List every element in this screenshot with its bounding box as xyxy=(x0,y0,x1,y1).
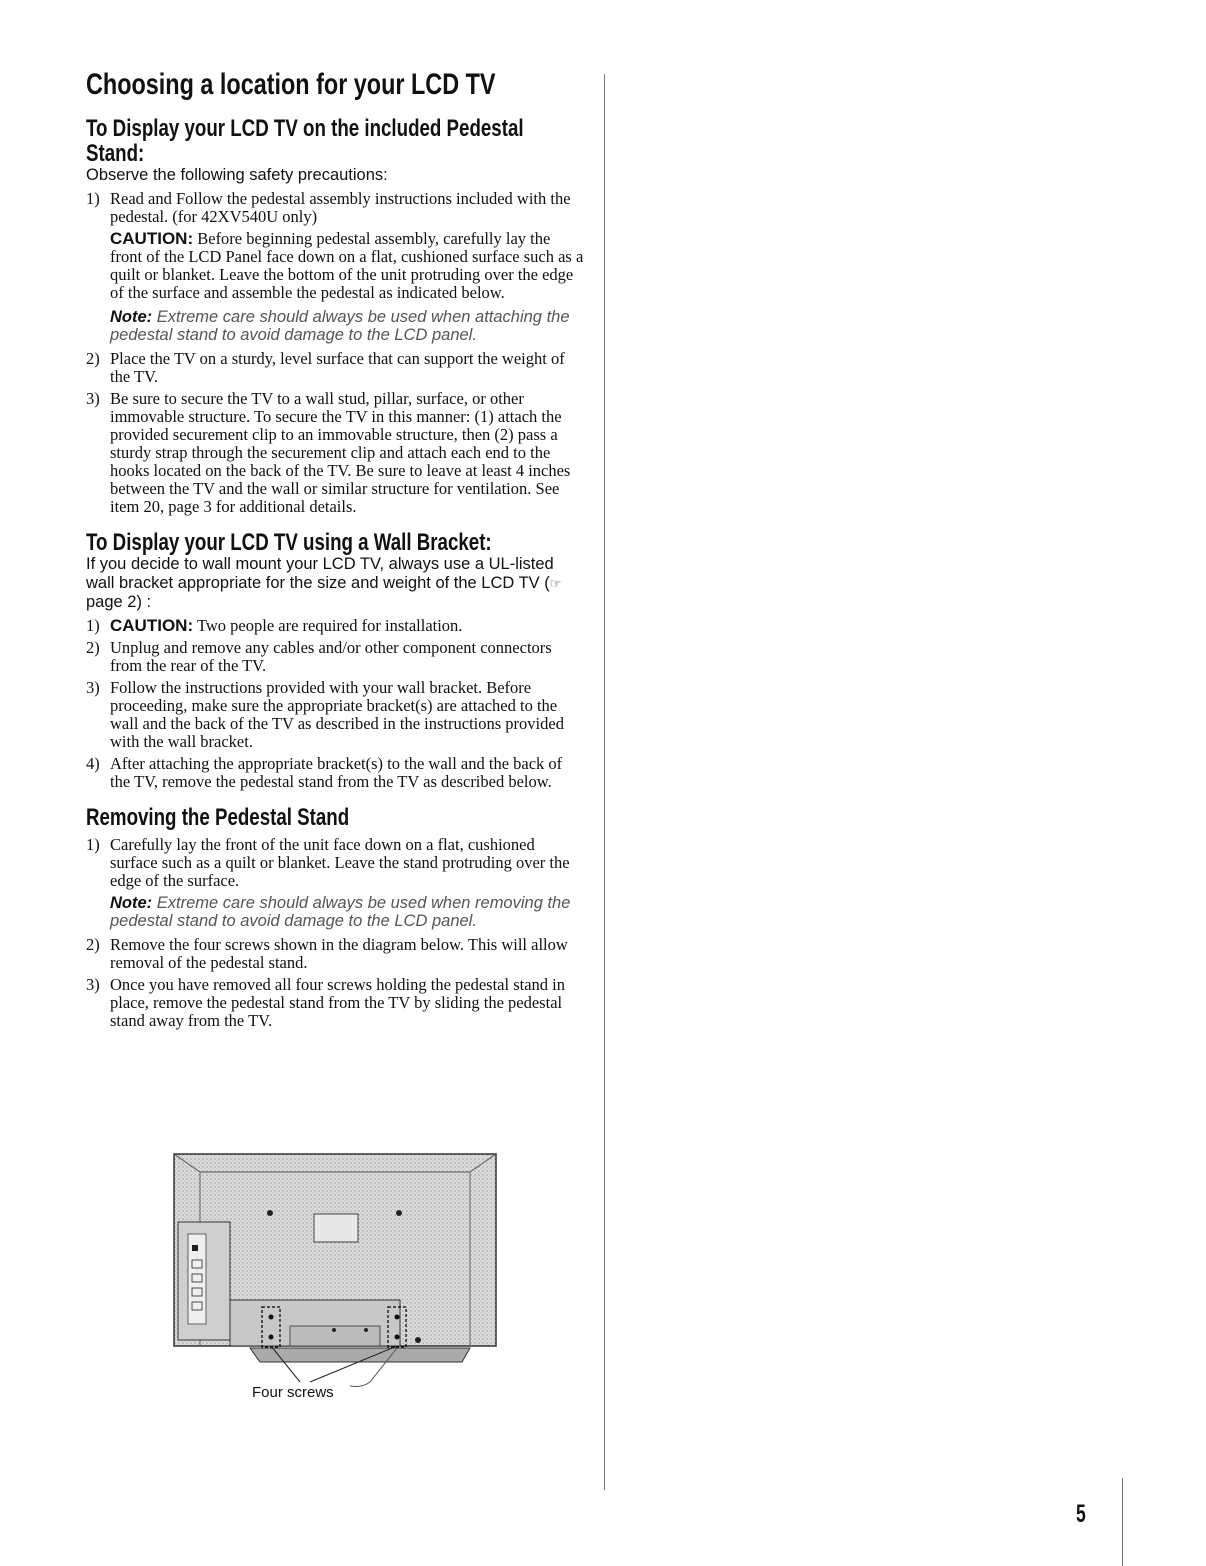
list-item xyxy=(86,755,586,791)
screw-icon xyxy=(269,1315,274,1320)
caution-label: CAUTION: xyxy=(110,229,194,248)
pedestal-steps xyxy=(86,190,586,226)
note-text: Extreme care should always be used when attaching the pedestal stand to avoid damage to the LCD panel. xyxy=(110,308,570,344)
main-column xyxy=(86,66,586,1034)
page-title: Choosing a location for your LCD TV xyxy=(86,68,496,101)
screw-icon xyxy=(395,1335,400,1340)
page-number-rule xyxy=(1122,1478,1123,1566)
list-item xyxy=(86,639,586,675)
pedestal-neck xyxy=(230,1300,400,1346)
step-text: Place the TV on a sturdy, level surface that can support the weight of the TV. xyxy=(110,349,565,386)
note-block xyxy=(86,894,586,930)
step-number: 1) xyxy=(86,189,100,208)
hook-icon xyxy=(267,1210,273,1216)
step-number: 2) xyxy=(86,935,100,954)
removal-steps xyxy=(86,836,586,890)
note-label: Note: xyxy=(110,308,153,326)
step-number: 3) xyxy=(86,975,100,994)
list-item xyxy=(86,679,586,751)
column-divider xyxy=(604,74,605,1490)
note-block xyxy=(86,308,586,344)
pedestal-steps-continued xyxy=(86,350,586,516)
caution-label: CAUTION: xyxy=(110,616,194,635)
step-text: Carefully lay the front of the unit face down on a flat, cushioned surface such as a quilt or blanket. Leave the stand protruding over the edge of the surface. xyxy=(110,835,570,890)
list-item xyxy=(86,936,586,972)
hook-icon xyxy=(396,1210,402,1216)
list-item xyxy=(86,190,586,226)
step-number: 2) xyxy=(86,638,100,657)
step-text: Follow the instructions provided with your wall bracket. Before proceeding, make sure the appropriate bracket(s) are attached to the wall and the back of the TV as described in the instructions provided with the wall bracket. xyxy=(110,678,564,751)
section-heading-removing-stand: Removing the Pedestal Stand xyxy=(86,804,350,831)
list-item xyxy=(86,976,586,1030)
caution-block xyxy=(86,230,586,302)
step-text: Unplug and remove any cables and/or other component connectors from the rear of the TV. xyxy=(110,638,552,675)
step-number: 1) xyxy=(86,835,100,854)
step-text: Read and Follow the pedestal assembly instructions included with the pedestal. (for 42XV540U only) xyxy=(110,189,571,226)
step-number: 3) xyxy=(86,389,100,408)
step-text: Two people are required for installation. xyxy=(196,616,463,635)
list-item xyxy=(86,390,586,516)
list-item xyxy=(86,617,586,635)
section-heading-pedestal: To Display your LCD TV on the included Pedestal Stand: xyxy=(86,115,524,167)
step-text: Remove the four screws shown in the diagram below. This will allow removal of the pedestal stand. xyxy=(110,935,568,972)
intro-text: If you decide to wall mount your LCD TV, always use a UL-listed wall bracket appropriate for the size and weight of the LCD TV ( xyxy=(86,555,554,592)
note-label: Note: xyxy=(110,894,153,912)
figure-caption: Four screws xyxy=(252,1384,334,1401)
vesa-label-area xyxy=(314,1214,358,1242)
list-item xyxy=(86,836,586,890)
section-heading-wall-bracket: To Display your LCD TV using a Wall Bracket: xyxy=(86,529,492,556)
caution-text: Before beginning pedestal assembly, carefully lay the front of the LCD Panel face down on a flat, cushioned surface such as a quilt or blanket. Leave the bottom of the unit protruding over the edge of the surface and assemble the pedestal as indicated below. xyxy=(110,229,584,302)
step-number: 4) xyxy=(86,754,100,773)
screw-icon xyxy=(269,1335,274,1340)
step-number: 3) xyxy=(86,678,100,697)
step-text: Once you have removed all four screws holding the pedestal stand in place, remove the pedestal stand from the TV by sliding the pedestal stand away from the TV. xyxy=(110,975,565,1030)
section-intro: Observe the following safety precautions: xyxy=(86,166,388,184)
step-number: 1) xyxy=(86,616,100,635)
step-number: 2) xyxy=(86,349,100,368)
step-text: Be sure to secure the TV to a wall stud, pillar, surface, or other immovable structure. To secure the TV in this manner: (1) attach the provided securement clip to an immovable structure, then (2) pass a sturdy strap through the securement clip and attach each end to the hooks located on the back of the TV. Be sure to leave at least 4 inches between the TV and the wall or similar structure for ventilation. See item 20, page 3 for additional details. xyxy=(110,389,571,516)
reference-hand-icon: ☞ xyxy=(549,576,562,591)
list-item xyxy=(86,350,586,386)
wall-bracket-steps xyxy=(86,617,586,791)
wall-bracket-intro xyxy=(86,555,586,612)
step-text: After attaching the appropriate bracket(s) to the wall and the back of the TV, remove the pedestal stand from the TV as described below. xyxy=(110,754,563,791)
tv-rear-diagram xyxy=(170,1150,510,1410)
removal-steps-continued xyxy=(86,936,586,1030)
note-text: Extreme care should always be used when removing the pedestal stand to avoid damage to the LCD panel. xyxy=(110,894,571,930)
intro-text-end: page 2) : xyxy=(86,593,152,611)
page-number: 5 xyxy=(1076,1500,1086,1528)
pedestal-base xyxy=(250,1348,470,1362)
screw-icon xyxy=(395,1315,400,1320)
